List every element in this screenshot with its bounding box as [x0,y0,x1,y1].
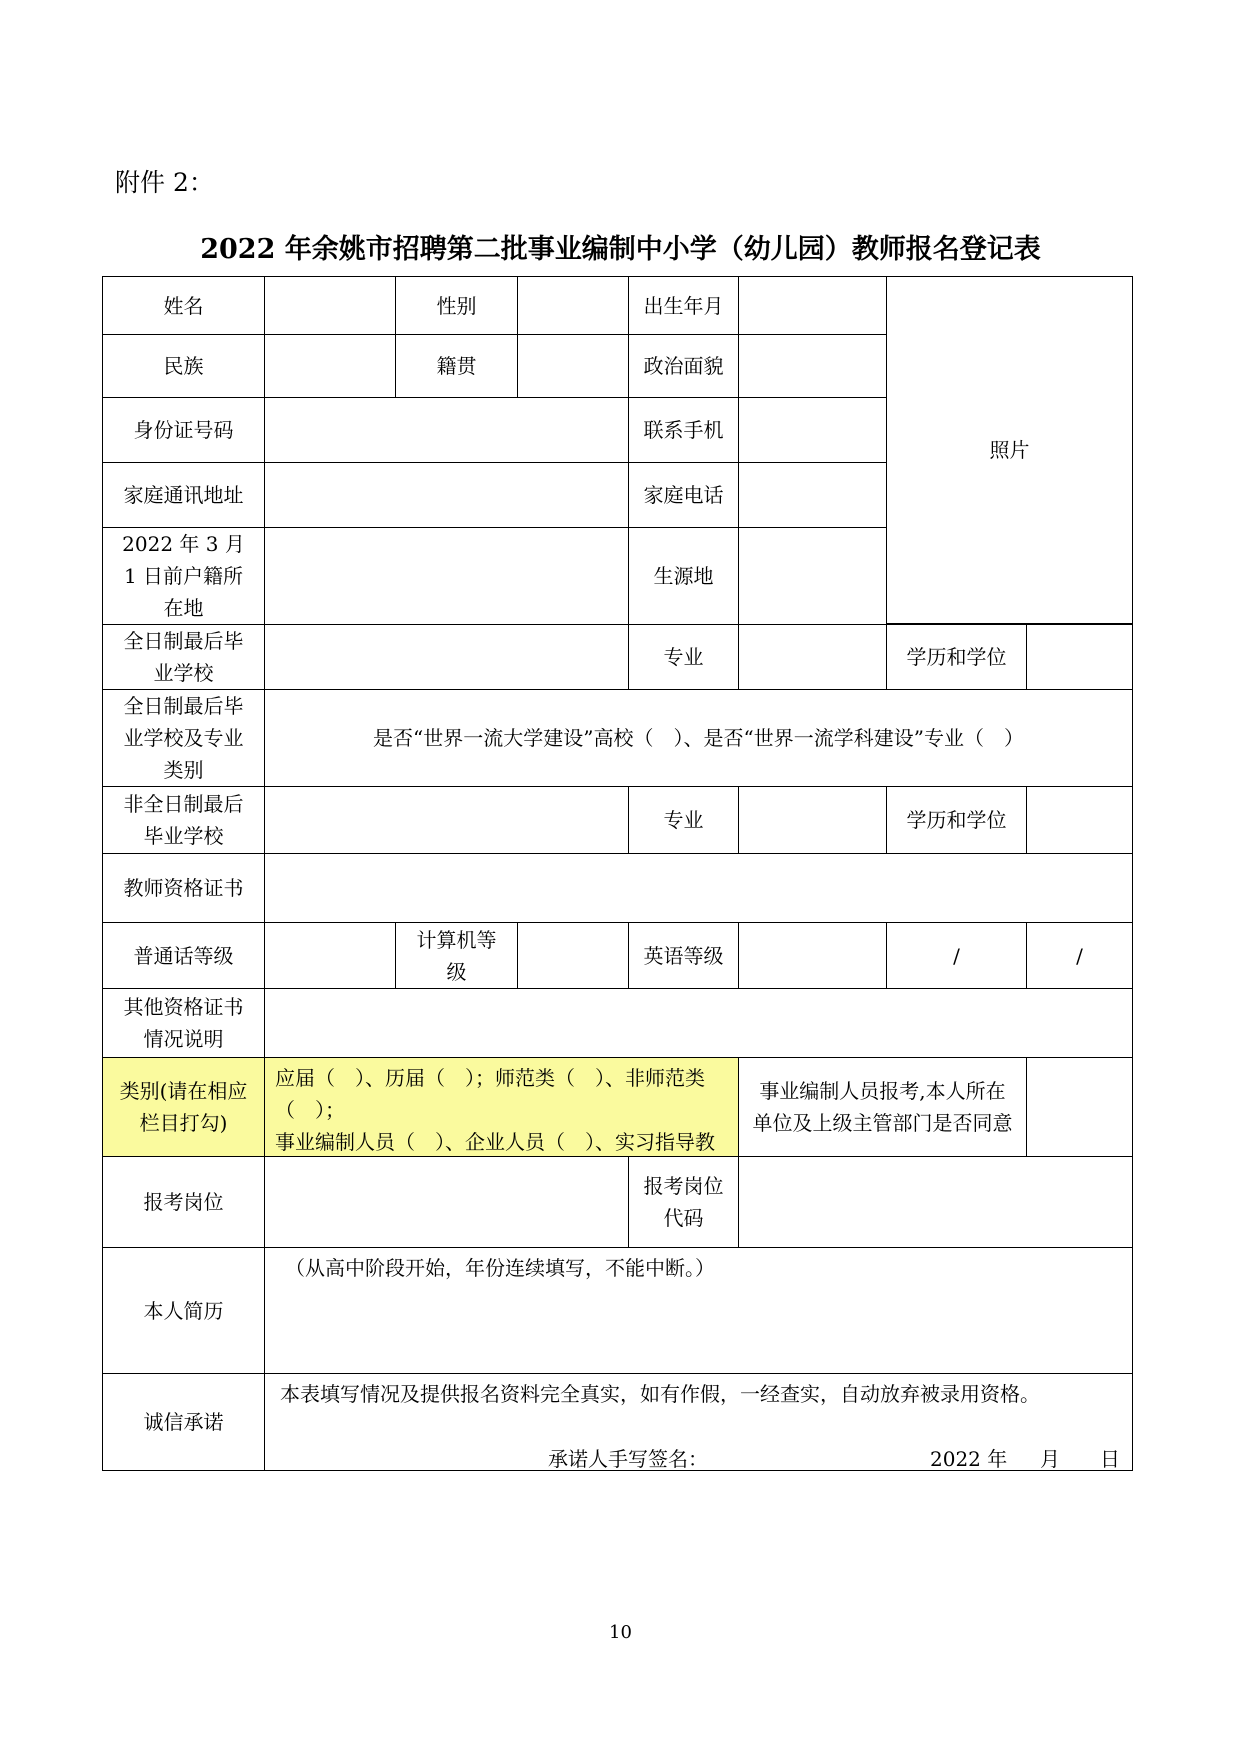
label-mobile: 联系手机 [628,397,739,463]
category-line-1: 应届（ ）、历届（ ）；师范类（ ）、非师范类（ ）； [275,1066,705,1122]
input-pt-degree[interactable] [1026,786,1133,854]
input-ethnicity[interactable] [264,334,396,398]
sign-day: 日 [1100,1447,1120,1471]
label-english: 英语等级 [628,922,739,989]
input-household[interactable] [264,527,629,625]
signature-label[interactable]: 承诺人手写签名： [548,1447,708,1471]
input-consent[interactable] [1026,1057,1133,1157]
input-native[interactable] [517,334,629,398]
label-pt-degree: 学历和学位 [886,786,1027,854]
input-gender[interactable] [517,276,629,335]
form-title: 2022 年余姚市招聘第二批事业编制中小学（幼儿园）教师报名登记表 [200,234,1041,265]
label-ft-school: 全日制最后毕业学校 [102,624,265,690]
attachment-label: 附件 2： [115,168,214,197]
input-address[interactable] [264,462,629,528]
label-household: 2022 年 3 月 1 日前户籍所在地 [102,527,265,625]
label-home-phone: 家庭电话 [628,462,739,528]
sign-year: 2022 年 [930,1447,1008,1471]
label-mandarin: 普通话等级 [102,922,265,989]
label-native: 籍贯 [395,334,518,398]
sign-month: 月 [1040,1447,1060,1471]
label-teacher-cert: 教师资格证书 [102,853,265,923]
input-id-number[interactable] [264,397,629,463]
label-ethnicity: 民族 [102,334,265,398]
label-name: 姓名 [102,276,265,335]
label-address: 家庭通讯地址 [102,462,265,528]
label-consent: 事业编制人员报考,本人所在单位及上级主管部门是否同意 [738,1057,1027,1157]
input-ft-school[interactable] [264,624,629,690]
ft-school-type-options[interactable]: 是否“世界一流大学建设”高校（ ）、是否“世界一流学科建设”专业（ ） [264,689,1133,787]
input-birth[interactable] [738,276,887,335]
label-integrity: 诚信承诺 [102,1373,265,1471]
input-pt-major[interactable] [738,786,887,854]
label-political: 政治面貌 [628,334,739,398]
input-name[interactable] [264,276,396,335]
input-ft-degree[interactable] [1026,624,1133,690]
input-english[interactable] [738,922,887,989]
label-pt-school: 非全日制最后毕业学校 [102,786,265,854]
label-category: 类别(请在相应栏目打勾) [102,1057,265,1157]
page-number: 10 [609,1622,632,1643]
resume-note: （从高中阶段开始，年份连续填写，不能中断。） [285,1256,715,1280]
input-ft-major[interactable] [738,624,887,690]
registration-form [103,277,1133,1471]
input-mobile[interactable] [738,397,887,463]
label-ft-major: 专业 [628,624,739,690]
label-id-number: 身份证号码 [102,397,265,463]
label-gender: 性别 [395,276,518,335]
label-birth: 出生年月 [628,276,739,335]
label-computer: 计算机等级 [395,922,518,989]
label-ft-school-type: 全日制最后毕业学校及专业类别 [102,689,265,787]
slash-cell-1: / [886,922,1027,989]
input-home-phone[interactable] [738,462,887,528]
label-ft-degree: 学历和学位 [886,624,1027,690]
category-line-2: 事业编制人员（ ）、企业人员（ ）、实习指导教 [275,1130,715,1154]
input-mandarin[interactable] [264,922,396,989]
integrity-statement: 本表填写情况及提供报名资料完全真实，如有作假，一经查实，自动放弃被录用资格。 [280,1382,1040,1406]
input-teacher-cert[interactable] [264,853,1133,923]
label-position: 报考岗位 [102,1156,265,1248]
category-options[interactable] [264,1057,739,1157]
input-pt-school[interactable] [264,786,629,854]
input-computer[interactable] [517,922,629,989]
input-political[interactable] [738,334,887,398]
label-position-code: 报考岗位代码 [628,1156,739,1248]
label-origin: 生源地 [628,527,739,625]
input-other-cert[interactable] [264,988,1133,1058]
label-resume: 本人简历 [102,1247,265,1374]
input-position[interactable] [264,1156,629,1248]
input-position-code[interactable] [738,1156,1133,1248]
label-pt-major: 专业 [628,786,739,854]
slash-cell-2: / [1026,922,1133,989]
photo-box[interactable]: 照片 [886,276,1133,624]
label-other-cert: 其他资格证书情况说明 [102,988,265,1058]
input-origin[interactable] [738,527,887,625]
